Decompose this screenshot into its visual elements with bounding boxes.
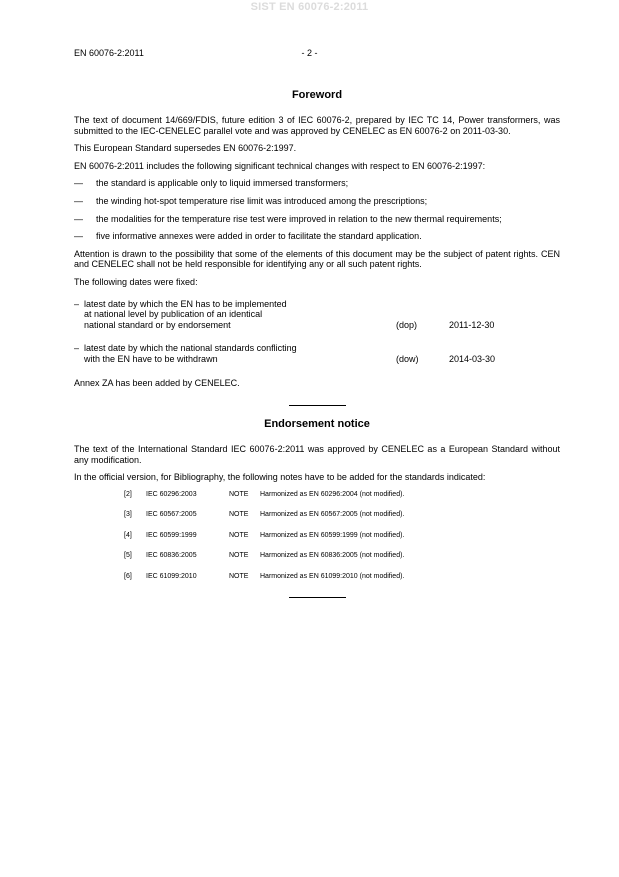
list-item-text: the winding hot-spot temperature rise limit was introduced among the prescriptions; <box>96 195 428 206</box>
note-label: NOTE <box>229 552 249 560</box>
date-row-dow <box>74 343 560 364</box>
note-ref-number: [2] <box>124 490 132 498</box>
note-standard: IEC 60599:1999 <box>146 531 197 539</box>
note-label: NOTE <box>229 490 249 498</box>
note-label: NOTE <box>229 572 249 580</box>
dates-table <box>74 299 560 365</box>
page-content <box>74 89 560 598</box>
note-text: Harmonized as EN 60567:2005 (not modified). <box>260 511 405 519</box>
note-standard: IEC 61099:2010 <box>146 572 197 580</box>
date-description-line: latest date by which the national standards conflicting <box>84 343 297 354</box>
list-item-text: five informative annexes were added in order to facilitate the standard application. <box>96 231 422 242</box>
dash-bullet: – <box>74 343 80 354</box>
date-code: (dop) <box>396 319 418 330</box>
foreword-paragraph: Attention is drawn to the possibility that some of the elements of this document may be the subject of patent rights. CEN and CENELEC shall not be held responsible for identifying any or all such patent rights. <box>74 248 560 270</box>
foreword-section <box>74 89 560 388</box>
document-id: EN 60076-2:2011 <box>74 48 144 58</box>
dash-bullet: — <box>74 213 83 224</box>
list-item <box>74 231 560 242</box>
note-label: NOTE <box>229 531 249 539</box>
list-item <box>74 178 560 189</box>
bibliography-notes <box>124 490 560 593</box>
date-value: 2011-12-30 <box>449 319 495 330</box>
note-standard: IEC 60296:2003 <box>146 490 197 498</box>
note-row <box>124 572 560 593</box>
section-divider <box>289 597 346 598</box>
note-ref-number: [5] <box>124 552 132 560</box>
endorsement-section <box>74 418 560 592</box>
date-description <box>84 343 396 364</box>
date-description-line: with the EN have to be withdrawn <box>84 353 218 364</box>
note-label: NOTE <box>229 511 249 519</box>
endorsement-paragraph: The text of the International Standard IEC 60076-2:2011 was approved by CENELEC as a European Standard without any modification. <box>74 444 560 465</box>
foreword-title: Foreword <box>291 89 343 101</box>
dash-bullet: — <box>74 195 83 206</box>
date-code: (dow) <box>396 353 419 364</box>
note-ref-number: [6] <box>124 572 132 580</box>
endorsement-title: Endorsement notice <box>264 418 370 431</box>
watermark: SIST EN 60076-2:2011 <box>250 1 369 13</box>
note-text: Harmonized as EN 61099:2010 (not modified). <box>260 572 405 580</box>
date-value: 2014-03-30 <box>449 353 496 364</box>
note-row <box>124 490 560 511</box>
endorsement-paragraph: In the official version, for Bibliography, the following notes have to be added for the standards indicated: <box>74 472 486 483</box>
dash-bullet: — <box>74 178 83 189</box>
note-standard: IEC 60567:2005 <box>146 511 197 519</box>
date-row-dop <box>74 299 560 331</box>
date-description-line: national standard or by endorsement <box>84 319 231 330</box>
foreword-paragraph: The following dates were fixed: <box>74 276 198 287</box>
note-text: Harmonized as EN 60599:1999 (not modified). <box>260 531 405 539</box>
technical-changes-list <box>74 178 560 241</box>
foreword-paragraph: Annex ZA has been added by CENELEC. <box>74 377 240 388</box>
note-row <box>124 531 560 552</box>
list-item-text: the modalities for the temperature rise test were improved in relation to the new thermal requirements; <box>96 213 502 224</box>
date-description-line: latest date by which the EN has to be implemented <box>84 298 287 309</box>
note-ref-number: [3] <box>124 511 132 519</box>
section-divider <box>289 405 346 406</box>
note-ref-number: [4] <box>124 531 132 539</box>
dash-bullet: – <box>74 298 80 309</box>
note-row <box>124 551 560 572</box>
page-number: - 2 - <box>301 48 318 58</box>
foreword-paragraph: The text of document 14/669/FDIS, future edition 3 of IEC 60076-2, prepared by IEC TC 14, Power transformers, was submitted to the IEC-CENELEC parallel vote and was approved by CENELEC as EN 60076-2 on 2011-03-30. <box>74 115 560 136</box>
note-standard: IEC 60836:2005 <box>146 552 197 560</box>
list-item <box>74 214 560 225</box>
note-text: Harmonized as EN 60296:2004 (not modified). <box>260 490 405 498</box>
dash-bullet: — <box>74 231 83 242</box>
note-row <box>124 510 560 531</box>
date-description <box>84 299 396 331</box>
date-description-line: at national level by publication of an identical <box>84 309 263 320</box>
note-text: Harmonized as EN 60836:2005 (not modified). <box>260 552 405 560</box>
list-item <box>74 196 560 207</box>
foreword-paragraph: EN 60076-2:2011 includes the following significant technical changes with respect to EN 60076-2:1997: <box>74 160 486 171</box>
foreword-paragraph: This European Standard supersedes EN 60076-2:1997. <box>74 143 297 154</box>
list-item-text: the standard is applicable only to liquid immersed transformers; <box>96 178 349 189</box>
